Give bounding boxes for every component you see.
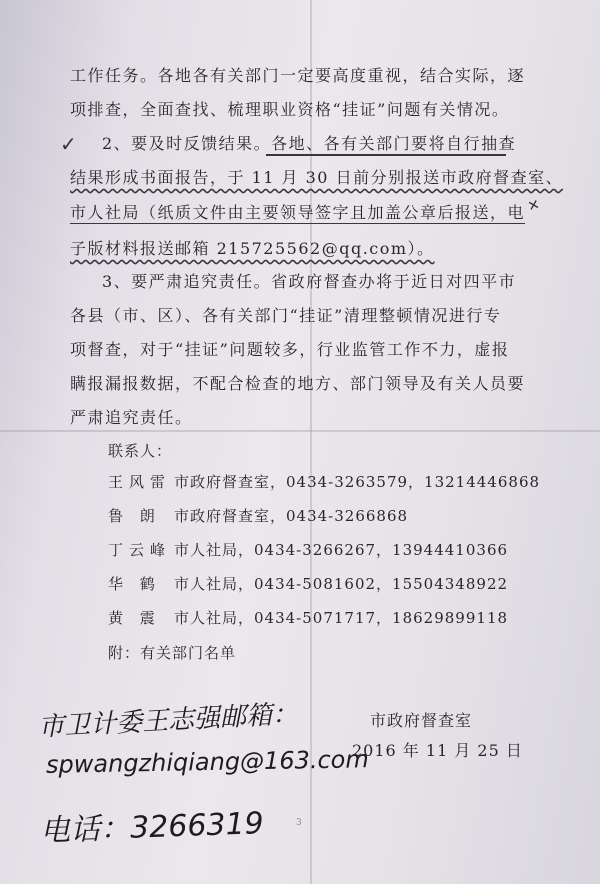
x-mark-icon: ✕ xyxy=(526,196,542,216)
paper-fold xyxy=(0,430,600,432)
body-line: 项督查，对于“挂证”问题较多，行业监管工作不力，虚报 xyxy=(70,340,510,359)
contact-name: 王风雷 xyxy=(108,473,172,491)
contact-name: 黄 震 xyxy=(108,609,161,627)
body-line-underlined: 市人社局（纸质文件由主要领导签字且加盖公章后报送，电 xyxy=(70,203,526,222)
body-line-marked xyxy=(102,131,516,154)
body-line: 严肃追究责任。 xyxy=(70,408,193,427)
page-number: 3 xyxy=(296,818,302,828)
body-text: 2、要及时反馈结果。各地、各有关部门要将自行抽查 xyxy=(102,134,517,153)
body-line: 工作任务。各地各有关部门一定要高度重视，结合实际，逐 xyxy=(70,66,526,85)
body-line: 各县（市、区）、各有关部门“挂证”清理整顿情况进行专 xyxy=(70,306,502,325)
contacts-heading: 联系人： xyxy=(108,442,173,460)
contact-name: 鲁 朗 xyxy=(108,507,161,525)
ink-underline xyxy=(266,154,506,156)
issue-date: 2016 年 11 月 25 日 xyxy=(352,741,523,760)
handwritten-note-label: 市卫计委王志强邮箱： xyxy=(37,699,299,743)
contact-info: 市政府督查室，0434-3266868 xyxy=(174,507,409,525)
contact-row xyxy=(108,471,540,492)
attachment-note: 附：有关部门名单 xyxy=(108,644,237,662)
body-line-underlined: 子版材料报送邮箱 215725562@qq.com）。 xyxy=(70,239,435,258)
body-line: 3、要严肃追究责任。省政府督查办将于近日对四平市 xyxy=(102,272,517,291)
check-mark-icon: ✓ xyxy=(60,132,77,156)
body-line: 瞒报漏报数据，不配合检查的地方、部门领导及有关人员要 xyxy=(70,374,526,393)
contact-row xyxy=(108,607,508,628)
handwritten-email: spwangzhiqiang@163.com xyxy=(45,745,369,779)
contact-name: 华 鹤 xyxy=(108,575,161,593)
contact-row xyxy=(108,505,408,526)
issuing-office: 市政府督查室 xyxy=(370,711,473,730)
contact-info: 市人社局，0434-5081602，15504348922 xyxy=(174,575,509,593)
handwritten-phone: 电话：3266319 xyxy=(39,806,265,849)
contact-name: 丁云峰 xyxy=(108,541,172,559)
contact-row xyxy=(108,539,508,560)
contact-info: 市人社局，0434-3266267，13944410366 xyxy=(174,541,509,559)
body-line: 项排查，全面查找、梳理职业资格“挂证”问题有关情况。 xyxy=(70,100,510,119)
contact-row xyxy=(108,573,508,594)
body-line-underlined: 结果形成书面报告，于 11 月 30 日前分别报送市政府督查室、 xyxy=(70,168,564,187)
contact-info: 市政府督查室，0434-3263579，13214446868 xyxy=(174,473,541,491)
contact-info: 市人社局，0434-5071717，18629899118 xyxy=(174,609,509,627)
